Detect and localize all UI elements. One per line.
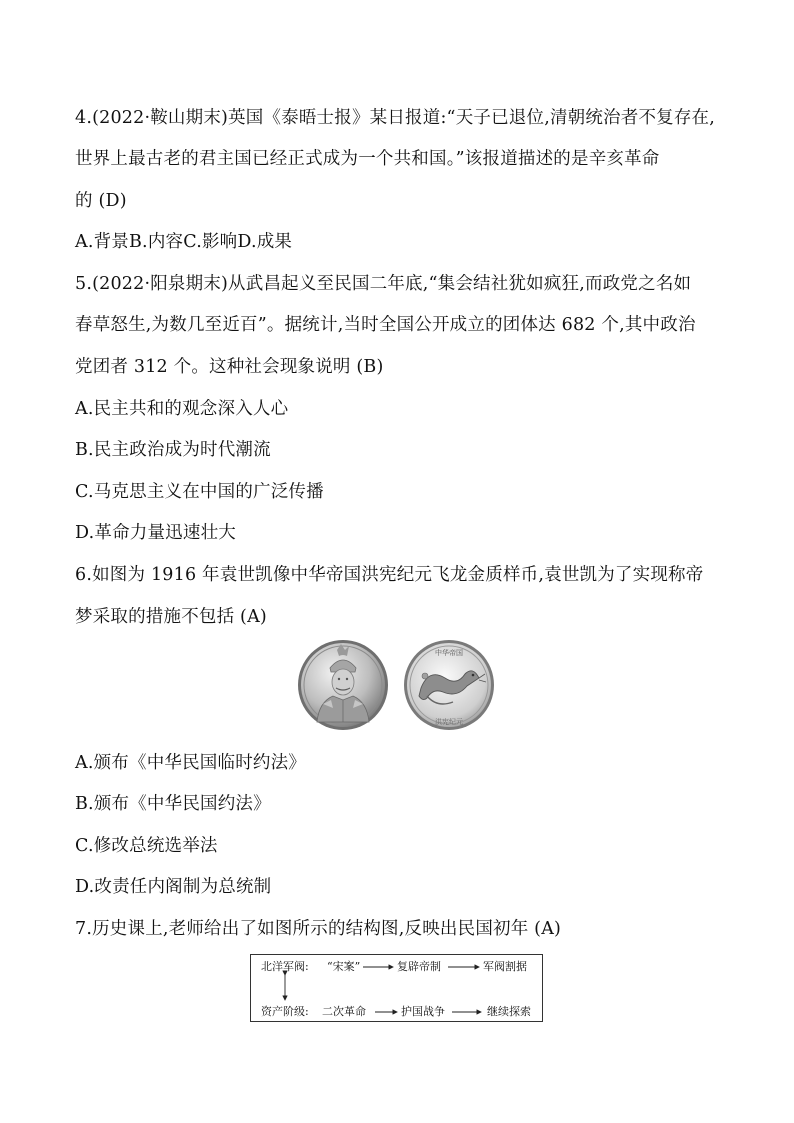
- q6-option-a: A.颁布《中华民国临时约法》: [75, 753, 306, 773]
- q6-option-b: B.颁布《中华民国约法》: [75, 794, 271, 814]
- q4-stem-line-1: 4.(2022·鞍山期末)英国《泰晤士报》某日报道:“天子已退位,清朝统治者不复存在,: [75, 108, 716, 128]
- q5-option-d: D.革命力量迅速壮大: [75, 523, 236, 543]
- row2-step-3: 继续探索: [487, 1005, 531, 1018]
- row2-step-2: 护国战争: [401, 1005, 445, 1018]
- structure-diagram: [250, 954, 543, 1022]
- row2-step-1: 二次革命: [322, 1005, 366, 1018]
- coin-back-top-text: 中华帝国: [435, 649, 463, 657]
- row1-label: 北洋军阀:: [261, 960, 309, 973]
- q5-stem-line-2: 春草怒生,为数几至近百”。据统计,当时全国公开成立的团体达 682 个,其中政治: [75, 315, 696, 335]
- q5-option-a: A.民主共和的观念深入人心: [75, 399, 289, 419]
- q4-options: A.背景B.内容C.影响D.成果: [75, 232, 293, 252]
- row2-label: 资产阶级:: [261, 1005, 309, 1018]
- q4-stem-line-2: 世界上最古老的君主国已经正式成为一个共和国。”该报道描述的是辛亥革命: [75, 149, 660, 169]
- coin-front-portrait: [298, 640, 388, 730]
- coin-back-dragon: [404, 640, 494, 730]
- coin-back-bottom-text: 洪宪纪元: [435, 718, 463, 726]
- coin-image: [297, 638, 497, 732]
- q5-option-c: C.马克思主义在中国的广泛传播: [75, 482, 324, 502]
- q4-stem-line-3: 的 (D): [75, 191, 127, 211]
- row1-step-2: 复辟帝制: [397, 960, 441, 973]
- q6-stem-line-2: 梦采取的措施不包括 (A): [75, 607, 267, 627]
- q6-stem-line-1: 6.如图为 1916 年袁世凯像中华帝国洪宪纪元飞龙金质样币,袁世凯为了实现称帝: [75, 565, 704, 585]
- q6-option-d: D.改责任内阁制为总统制: [75, 877, 272, 897]
- q5-stem-line-1: 5.(2022·阳泉期末)从武昌起义至民国二年底,“集会结社犹如疯狂,而政党之名如: [75, 274, 692, 294]
- q6-option-c: C.修改总统选举法: [75, 836, 218, 856]
- q5-stem-line-3: 党团者 312 个。这种社会现象说明 (B): [75, 357, 384, 377]
- row1-step-3: 军阀割据: [483, 960, 527, 973]
- q5-option-b: B.民主政治成为时代潮流: [75, 440, 271, 460]
- row1-step-1: “宋案”: [327, 960, 361, 973]
- q7-stem-line-1: 7.历史课上,老师给出了如图所示的结构图,反映出民国初年 (A): [75, 919, 562, 939]
